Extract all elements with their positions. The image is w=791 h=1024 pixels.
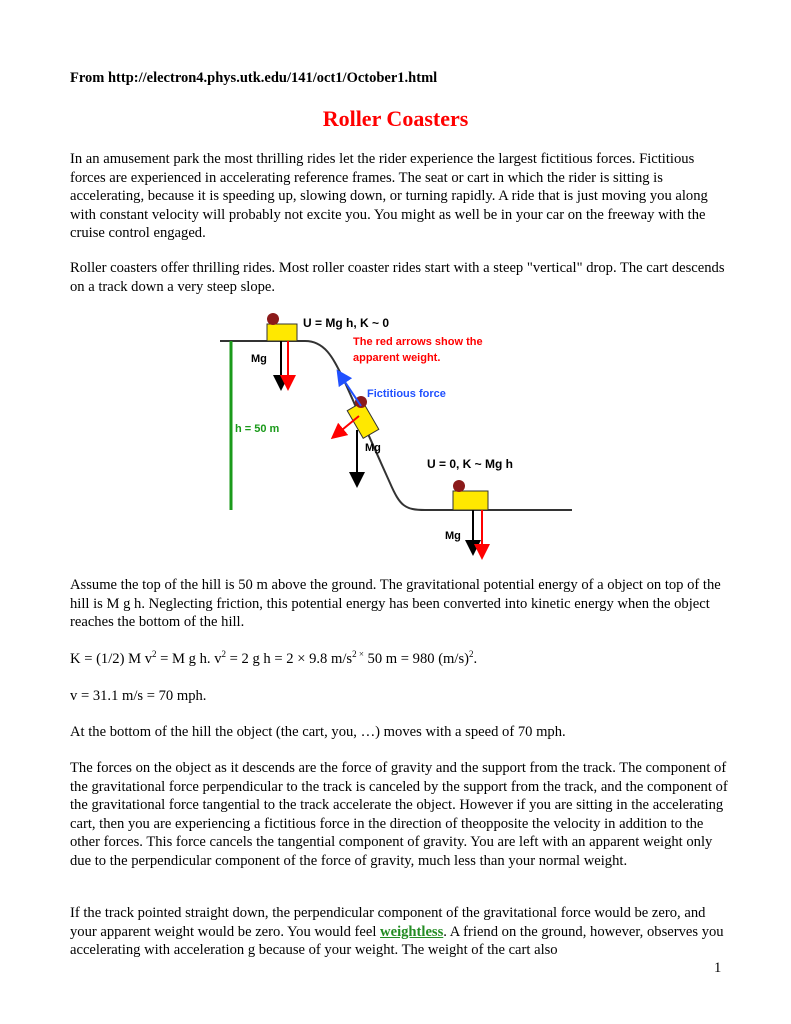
bottom-mg-label: Mg xyxy=(445,530,461,542)
page-number: 1 xyxy=(714,960,722,976)
slope-rider xyxy=(355,396,367,408)
paragraph-roller-coasters: Roller coasters offer thrilling rides. Most roller coaster rides start with a steep "vertical" drop. The cart descends on a track down a very steep slope. xyxy=(70,260,725,295)
red-note-line1: The red arrows show the xyxy=(353,336,483,348)
roller-coaster-diagram xyxy=(215,308,575,560)
equation-velocity: v = 31.1 m/s = 70 mph. xyxy=(70,688,207,704)
slope-mg-label: Mg xyxy=(365,442,381,454)
bottom-cart xyxy=(453,491,488,510)
paragraph-potential-energy: Assume the top of the hill is 50 m above the ground. The gravitational potential energy of a object on top of the hill is M g h. Neglecting friction, this potential energy has been converted into kinetic energy when the object reaches the bottom of the hill. xyxy=(70,577,721,631)
intro-paragraph: In an amusement park the most thrilling rides let the rider experience the largest fictitious forces. Fictitious forces are experienced in accelerating reference frames. The seat or cart in which the rider is sitting is accelerating, because it is speeding up, slowing down, or turning rapidly. A ride that is just moving you along with constant velocity will probably not excite you. You might as well be in your car on the freeway with the cruise control engaged. xyxy=(70,151,708,242)
height-label: h = 50 m xyxy=(235,423,280,435)
red-note-line2: apparent weight. xyxy=(353,352,441,364)
equation-kinetic-energy: K = (1/2) M $v^2 = M$ g h. $v^2 = 2$ g h = 2 × 9.8 $m/s^{2 \times}$ 50 m = 980 $(m/s)^2$. xyxy=(70,649,478,667)
bottom-energy-label: U = 0, K ~ Mg h xyxy=(427,457,514,471)
fictitious-force-arrow xyxy=(341,376,361,406)
top-cart xyxy=(267,324,297,341)
bottom-rider xyxy=(453,480,465,492)
weightless-link[interactable]: weightless xyxy=(380,923,444,940)
source-url-line: From http://electron4.phys.utk.edu/141/oct1/October1.html xyxy=(70,70,438,86)
top-mg-label: Mg xyxy=(251,353,267,365)
paragraph-forces: The forces on the object as it descends are the force of gravity and the support from the track. The component of the gravitational force perpendicular to the track is canceled by the support from the track, and the component of the gravitational force tangential to the track accelerate the object. However if you are sitting in the accelerating cart, then you are experiencing a fictitious force in the direction of theopposite the velocity in addition to the other forces. This force cancels the tangential component of gravity. You are left with an apparent weight only due to the perpendicular component of the force of gravity, much less than your normal weight. xyxy=(70,760,728,869)
top-energy-label: U = Mg h, K ~ 0 xyxy=(303,316,390,330)
fictitious-force-label: Fictitious force xyxy=(367,388,446,400)
page-title: Roller Coasters xyxy=(322,106,469,131)
paragraph-weightless: If the track pointed straight down, the perpendicular component of the gravitational force would be zero, and your apparent weight would be zero. You would feel weightless. A friend on the ground, however, observes you accelerating with acceleration g because of your weight. The weight of the cart also xyxy=(70,905,724,959)
top-rider xyxy=(267,313,279,325)
paragraph-speed: At the bottom of the hill the object (the cart, you, …) moves with a speed of 70 mph. xyxy=(70,724,566,740)
